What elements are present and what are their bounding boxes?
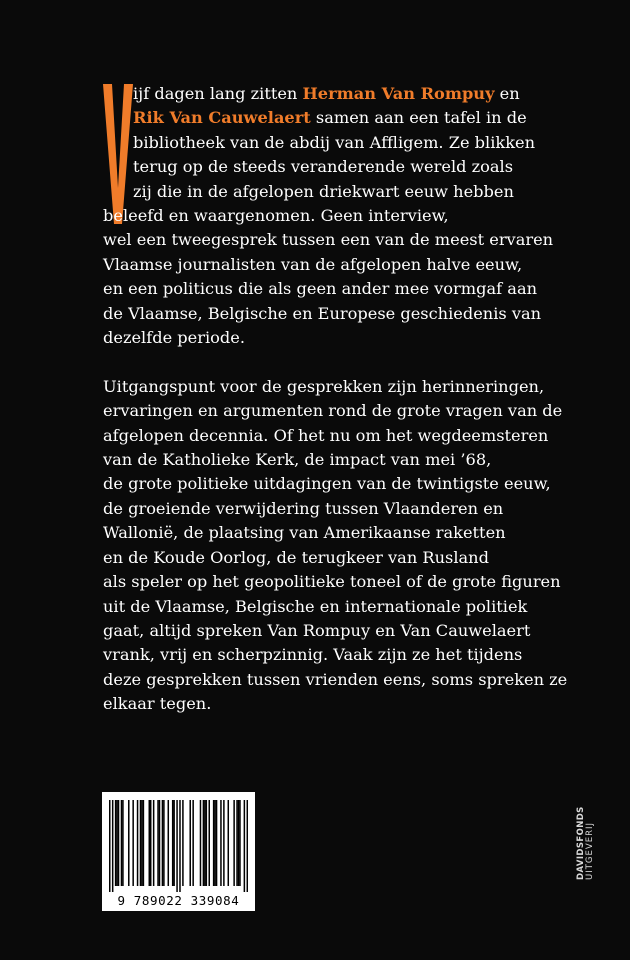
text-segment: afgelopen decennia. Of het nu om het wegdeemsteren	[103, 425, 549, 445]
text-segment: elkaar tegen.	[103, 694, 212, 714]
text-segment: als speler op het geopolitieke toneel of de grote figuren	[103, 572, 561, 592]
barcode-bar	[179, 800, 181, 892]
barcode-bar	[204, 800, 206, 886]
barcode-bar	[159, 800, 161, 886]
text-line	[103, 204, 543, 228]
barcode-bar	[163, 800, 165, 886]
text-line	[103, 497, 543, 521]
barcode-bar	[141, 800, 143, 886]
barcode-bar	[214, 800, 216, 886]
barcode-bar	[236, 800, 238, 886]
text-segment: de Vlaamse, Belgische en Europese geschiedenis van	[103, 303, 542, 323]
text-segment: bibliotheek van de abdij van Affligem. Ze blikken	[133, 132, 536, 152]
text-segment: Vlaamse journalisten van de afgelopen halve eeuw,	[103, 254, 523, 274]
text-segment: en een politicus die als geen ander mee vormgaf aan	[103, 279, 538, 299]
barcode-bar	[116, 800, 118, 886]
text-line	[103, 424, 549, 448]
text-segment: wel een tweegesprek tussen een van de meest ervaren	[103, 230, 554, 250]
barcode-bars	[109, 800, 248, 892]
barcode-bar	[208, 800, 210, 886]
barcode-bar	[128, 800, 130, 886]
text-segment: van de Katholieke Kerk, de impact van mei ’68,	[103, 450, 492, 470]
text-segment: Wallonië, de plaatsing van Amerikaanse raketten	[103, 523, 506, 543]
publisher-subtitle: UITGEVERIJ	[585, 822, 595, 880]
text-line	[103, 546, 543, 570]
text-line	[103, 302, 543, 326]
text-segment: gaat, altijd spreken Van Rompuy en Van Cauwelaert	[103, 620, 531, 640]
text-line	[103, 643, 543, 667]
barcode-bar	[153, 800, 155, 886]
text-segment: zij die in de afgelopen driekwart eeuw hebben	[133, 181, 514, 201]
barcode-bar	[132, 800, 134, 886]
barcode-bar	[247, 800, 248, 892]
text-segment: de groeiende verwijdering tussen Vlaanderen en	[103, 498, 504, 518]
barcode-bar	[228, 800, 230, 886]
isbn-barcode	[102, 792, 255, 911]
barcode-bar	[118, 800, 120, 886]
barcode-bar	[213, 800, 215, 886]
text-line	[103, 155, 543, 179]
text-line	[103, 277, 543, 301]
barcode-bar	[206, 800, 208, 886]
barcode-bar	[192, 800, 194, 886]
barcode-bar	[109, 800, 111, 892]
text-segment: samen aan een tafel in de	[310, 108, 527, 128]
text-line	[103, 106, 543, 130]
barcode-bar	[200, 800, 202, 886]
barcode-bar	[244, 800, 246, 892]
barcode-bar	[157, 800, 159, 886]
text-line	[103, 619, 543, 643]
text-line	[103, 228, 554, 252]
barcode-bar	[121, 800, 123, 886]
barcode-bar	[162, 800, 164, 886]
text-line	[103, 180, 543, 204]
highlighted-name: Herman Van Rompuy	[302, 84, 495, 103]
text-line	[103, 448, 543, 472]
barcode-bar	[122, 800, 124, 886]
barcode-bar	[239, 800, 241, 886]
publisher-name: DAVIDSFONDS	[576, 806, 586, 880]
barcode-bar	[150, 800, 152, 886]
barcode-bar	[115, 800, 117, 886]
text-segment: terug op de steeds veranderende wereld zoals	[133, 157, 514, 177]
text-line	[103, 692, 543, 716]
blurb-text	[103, 82, 568, 717]
barcode-bar	[137, 800, 139, 886]
text-line	[103, 595, 543, 619]
text-line	[103, 399, 563, 423]
isbn-digits: 9 789022 339084	[117, 893, 240, 908]
barcode-bar	[149, 800, 151, 886]
barcode-bar	[112, 800, 114, 892]
publisher-logo	[577, 806, 595, 880]
text-segment: en	[494, 84, 520, 103]
text-line	[103, 326, 543, 350]
barcode-bar	[168, 800, 170, 886]
text-segment: Uitgangspunt voor de gesprekken zijn herinneringen,	[103, 376, 545, 396]
text-line	[103, 82, 543, 106]
text-line	[103, 521, 543, 545]
barcode-bar	[143, 800, 145, 886]
barcode-bar	[223, 800, 225, 886]
text-segment: ijf dagen lang zitten	[133, 84, 303, 103]
text-line	[103, 668, 568, 692]
text-line	[103, 131, 543, 155]
barcode-bar	[182, 800, 184, 886]
barcode-bar	[203, 800, 205, 886]
text-segment: ervaringen en argumenten rond de grote vragen van de	[103, 401, 563, 421]
barcode-bar	[220, 800, 222, 886]
text-line	[103, 472, 551, 496]
barcode-bar	[238, 800, 240, 886]
text-segment: dezelfde periode.	[103, 328, 245, 348]
text-segment: deze gesprekken tussen vrienden eens, soms spreken ze	[103, 669, 568, 689]
text-segment: uit de Vlaamse, Belgische en internationale politiek	[103, 596, 528, 616]
highlighted-name: Rik Van Cauwelaert	[133, 108, 311, 128]
barcode-bar	[140, 800, 142, 886]
barcode-bar	[189, 800, 191, 886]
text-line	[103, 570, 561, 594]
text-segment: de grote politieke uitdagingen van de twintigste eeuw,	[103, 474, 551, 494]
paragraph-1	[103, 82, 554, 350]
text-segment: beleefd en waargenomen. Geen interview,	[103, 206, 449, 226]
barcode-bar	[176, 800, 178, 892]
barcode-bar	[233, 800, 235, 886]
barcode-bar	[173, 800, 175, 886]
text-line	[103, 253, 543, 277]
text-segment: vrank, vrij en scherpzinnig. Vaak zijn ze het tijdens	[103, 645, 523, 665]
text-line	[103, 375, 543, 399]
text-segment: en de Koude Oorlog, de terugkeer van Rusland	[103, 547, 489, 567]
barcode-bar	[172, 800, 174, 886]
barcode-bar	[216, 800, 218, 886]
paragraph-2	[103, 375, 568, 717]
